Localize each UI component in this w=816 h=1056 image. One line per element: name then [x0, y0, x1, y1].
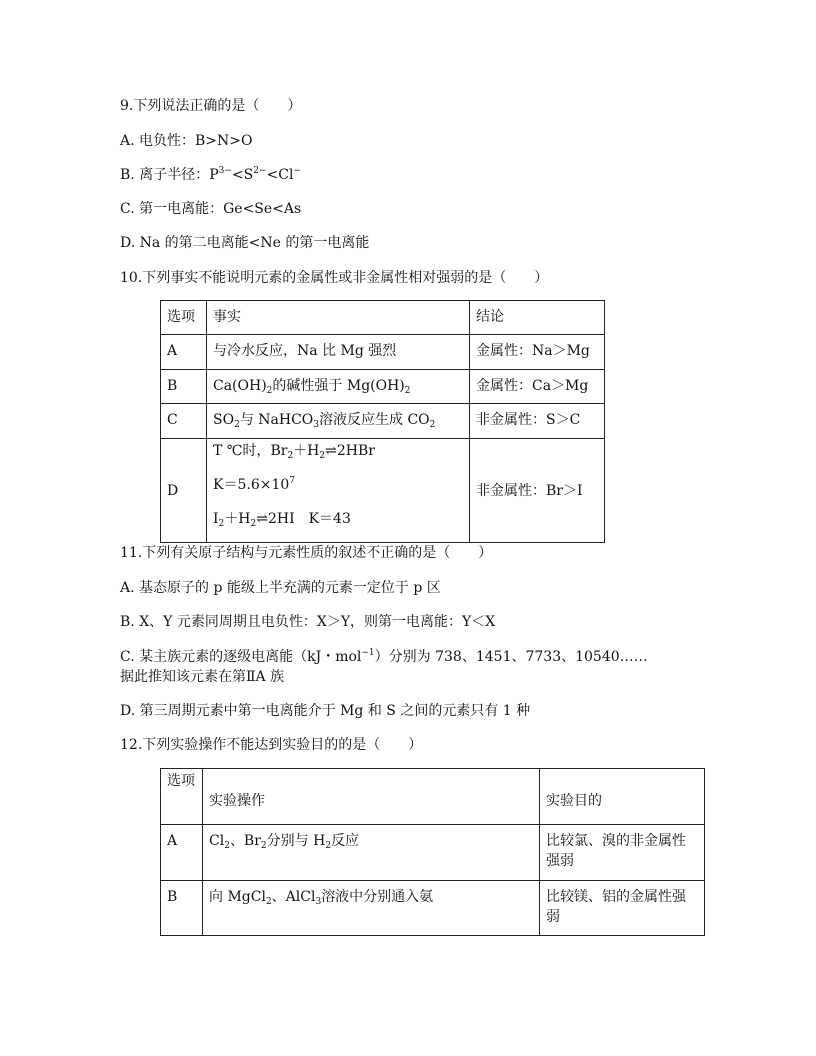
q10-row-b-fact-text: 的碱性强于 Mg(OH)	[272, 378, 405, 394]
q10-row-c-sub: 2	[234, 420, 240, 430]
q12-row-a-operation	[203, 825, 540, 881]
q10-header-option: 选项	[161, 301, 207, 335]
q10-row-b-sub: 2	[266, 386, 273, 396]
q12-header-row	[161, 769, 705, 825]
q12-row-b	[161, 881, 705, 936]
q9-b-sup1: 3−	[218, 166, 232, 176]
q11-option-a: A. 基态原子的 p 能级上半充满的元素一定位于 p 区	[120, 580, 441, 596]
q9-stem: 9.下列说法正确的是（ ）	[120, 98, 302, 114]
q10-header-fact: 事实	[207, 301, 470, 335]
q10-row-d-fact	[207, 439, 470, 543]
q10-row-d-line3	[213, 509, 463, 533]
q9-option-a: A. 电负性：B>N>O	[120, 133, 253, 149]
q12-table	[160, 768, 705, 936]
q12-row-a	[161, 825, 705, 881]
q12-row-b-op-text: 、AlCl	[271, 889, 316, 905]
q11-option-d: D. 第三周期元素中第一电离能介于 Mg 和 S 之间的元素只有 1 种	[120, 703, 531, 719]
q11-option-c-line2: 据此推知该元素在第ⅡA 族	[120, 669, 285, 685]
q10-row-d-sub: 2	[218, 519, 225, 529]
q12-header-operation: 实验操作	[203, 769, 540, 825]
q12-row-a-purpose: 比较氯、溴的非金属性强弱	[540, 825, 705, 881]
q9-b-sup3: −	[293, 166, 301, 176]
q10-header-conclusion: 结论	[470, 301, 605, 335]
q10-row-b	[161, 370, 605, 404]
q11-c-text: C. 某主族元素的逐级电离能（kJ・mol	[120, 649, 362, 665]
q10-row-a-conclusion: 金属性：Na＞Mg	[470, 335, 605, 370]
q10-row-d-text: I	[213, 511, 219, 527]
q10-row-d-line1	[213, 441, 463, 475]
q10-row-d-text: K＝5.6×10	[213, 477, 290, 493]
q11-c-text2: ）分别为 738、1451、7733、10540……	[374, 649, 648, 665]
q9-option-b	[120, 165, 301, 185]
q10-row-b-conclusion: 金属性：Ca＞Mg	[470, 370, 605, 404]
q9-b-sup2: 2−	[253, 166, 267, 176]
q12-row-a-sub: 2	[325, 841, 332, 851]
q12-row-b-sub: 3	[315, 897, 322, 907]
q12-row-b-option: B	[161, 881, 203, 936]
q9-b-text2: <S	[231, 167, 254, 183]
q12-row-a-option: A	[161, 825, 203, 881]
q10-row-c-fact-text: 与 NaHCO	[239, 412, 314, 428]
q10-row-d-text: ⇌2HBr	[325, 443, 375, 459]
q12-row-b-op-text: 溶液中分别通入氨	[321, 889, 434, 905]
q10-row-c-sub: 3	[313, 420, 319, 430]
q12-row-a-sub: 2	[224, 841, 230, 851]
q10-row-d-sub: 2	[287, 451, 294, 461]
q10-row-b-option: B	[161, 370, 207, 404]
q12-row-b-sub: 2	[265, 897, 272, 907]
q10-row-d-text: ⇌2HI K＝43	[256, 511, 351, 527]
q10-row-c-option: C	[161, 404, 207, 439]
q12-header-option: 选项	[161, 769, 203, 825]
q10-row-a	[161, 335, 605, 370]
q10-row-b-fact-text: Ca(OH)	[213, 378, 267, 394]
q10-row-d-text: ＋H	[293, 443, 320, 459]
q10-row-d	[161, 439, 605, 543]
q11-option-b: B. X、Y 元素同周期且电负性：X＞Y，则第一电离能：Y＜X	[120, 614, 496, 630]
q10-row-d-text: ＋H	[224, 511, 251, 527]
q9-option-c: C. 第一电离能：Ge<Se<As	[120, 201, 302, 217]
q10-row-d-sub: 2	[319, 451, 326, 461]
q10-header-row	[161, 301, 605, 335]
q9-option-d: D. Na 的第二电离能<Ne 的第一电离能	[120, 235, 370, 251]
q12-row-b-op-text: 向 MgCl	[209, 889, 266, 905]
q10-row-c-fact-text: 溶液反应生成 CO	[319, 412, 430, 428]
q10-row-b-sub: 2	[404, 386, 411, 396]
q11-c-sup: −1	[361, 648, 375, 658]
q12-row-b-operation	[203, 881, 540, 936]
q11-stem: 11.下列有关原子结构与元素性质的叙述不正确的是（ ）	[120, 545, 493, 561]
q10-row-d-sub: 2	[250, 519, 257, 529]
q12-row-a-op-text: Cl	[209, 833, 225, 849]
q12-header-purpose: 实验目的	[540, 769, 705, 825]
q10-row-c-fact-text: SO	[213, 412, 235, 428]
q10-row-d-sup: 7	[289, 476, 296, 486]
q10-row-b-fact	[207, 370, 470, 404]
q10-row-a-option: A	[161, 335, 207, 370]
q10-row-d-conclusion: 非金属性：Br＞I	[470, 439, 605, 543]
q9-b-text: B. 离子半径：P	[120, 167, 219, 183]
q12-stem: 12.下列实验操作不能达到实验目的的是（ ）	[120, 737, 423, 753]
q12-row-a-op-text: 、Br	[229, 833, 261, 849]
q10-row-a-fact: 与冷水反应，Na 比 Mg 强烈	[207, 335, 470, 370]
q12-row-a-op-text: 反应	[331, 833, 360, 849]
q11-option-c	[120, 647, 648, 667]
q10-row-c-sub: 2	[429, 420, 436, 430]
q10-stem: 10.下列事实不能说明元素的金属性或非金属性相对强弱的是（ ）	[120, 270, 549, 286]
q10-row-d-text: T ℃时，Br	[213, 443, 288, 459]
q10-row-c-fact	[207, 404, 470, 439]
q10-table	[160, 300, 605, 543]
q10-row-d-option: D	[161, 439, 207, 543]
q10-row-c-conclusion: 非金属性：S＞C	[470, 404, 605, 439]
q10-row-d-line2	[213, 475, 463, 509]
q10-row-c	[161, 404, 605, 439]
q12-row-b-purpose: 比较镁、铝的金属性强弱	[540, 881, 705, 936]
q12-row-a-sub: 2	[260, 841, 267, 851]
q12-row-a-op-text: 分别与 H	[266, 833, 326, 849]
q9-b-text3: <Cl	[266, 167, 294, 183]
